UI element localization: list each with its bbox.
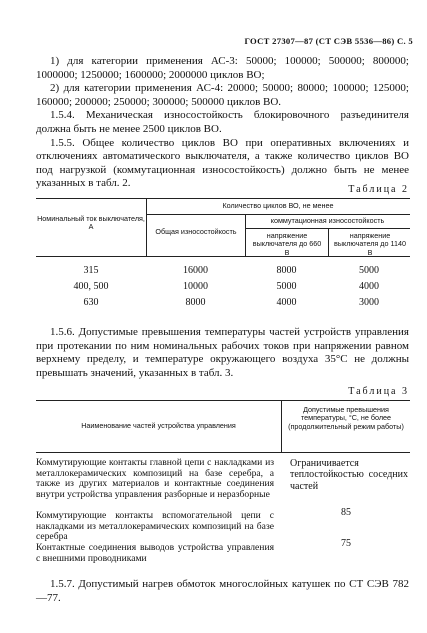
table2-row3-total: 8000 <box>185 297 206 308</box>
table3-row3-value: 75 <box>341 538 351 549</box>
table2-caption: Таблица 2 <box>348 184 409 195</box>
table2-row3-1140: 3000 <box>359 297 379 308</box>
table2-row2-660: 5000 <box>276 281 297 292</box>
intro-text <box>36 55 409 191</box>
table3-header-rule <box>36 452 410 453</box>
table2-divider-3 <box>328 228 329 256</box>
mid-text <box>36 326 409 380</box>
page-header: ГОСТ 27307—87 (СТ СЭВ 5536—86) С. 5 <box>244 36 413 46</box>
table2-col-1140: напряжение выключателя до 1140 В <box>334 231 406 257</box>
table2-col-current: Номинальный ток выключателя, А <box>37 214 145 232</box>
table3-col-value: Допустимые превышения температуры, °С, не более (продолжительный режим работы) <box>288 405 404 431</box>
table2-row3-current: 630 <box>83 297 99 308</box>
table2-row1-1140: 5000 <box>359 265 379 276</box>
paragraph-1-5-6: 1.5.6. Допустимые превышения температуры частей устройств управления при протекании по ним номинальных рабочих токов при напряжении равном верхнему пределу, и температуре окружающего воздуха 35°С не должны превышать значений, указанных в табл. 3. <box>36 326 409 379</box>
paragraph-ac4: 2) для категории применения АС-4: 20000; 50000; 80000; 100000; 125000; 160000; 200000; 250000; 300000; 500000 циклов ВО. <box>36 82 409 108</box>
table2-group-rule <box>146 214 410 215</box>
table2-row1-total: 16000 <box>183 265 208 276</box>
table2-col-comm: коммутационная износостойкость <box>270 216 385 225</box>
table2-col-total: Общая износостойкость <box>155 227 237 236</box>
table2-row3-660: 4000 <box>276 297 297 308</box>
table2-row2-current: 400, 500 <box>73 281 109 292</box>
table2-row1-current: 315 <box>83 265 99 276</box>
table2-top-rule <box>36 198 410 199</box>
paragraph-1-5-5: 1.5.5. Общее количество циклов ВО при оперативных включениях и отключениях автоматического выключателя, а также количество циклов ВО под нагрузкой (коммутационная износостойкость) должно быть не менее указанных в табл. 2. <box>36 136 409 190</box>
table3-row2-name: Коммутирующие контакты вспомогательной цепи с накладками из металлокерамических композиций на базе серебра <box>36 510 274 543</box>
table3-row2-value: 85 <box>341 507 351 518</box>
table3-row1-value: Ограничивается теплостойкостью соседних частей <box>290 458 408 492</box>
table2-row2-1140: 4000 <box>359 281 379 292</box>
table3-row1-name: Коммутирующие контакты главной цепи с накладками из металлокерамических композиций на базе серебра, а также из других материалов и контактные соединения внутри устройства управления разборные и неразборные <box>36 457 274 500</box>
paragraph-1-5-7: 1.5.7. Допустимый нагрев обмоток многослойных катушек по СТ СЭВ 782—77. <box>36 578 409 604</box>
table3-top-rule <box>36 400 410 401</box>
table2-col-660: напряжение выключателя до 660 В <box>252 231 322 257</box>
table3-row3-name: Контактные соединения выводов устройства управления с внешними проводниками <box>36 542 274 564</box>
final-text <box>36 578 409 605</box>
table3-divider <box>281 400 282 452</box>
table3-col-name: Наименование частей устройства управления <box>81 421 236 430</box>
paragraph-ac3: 1) для категории применения АС-3: 50000; 100000; 500000; 800000; 1000000; 1250000; 1600000; 2000000 циклов ВО; <box>36 55 409 81</box>
table2-col-group: Количество циклов ВО, не менее <box>222 201 334 210</box>
paragraph-1-5-4: 1.5.4. Механическая износостойкость блокировочного разъединителя должна быть не менее 2500 циклов ВО. <box>36 109 409 135</box>
table3-caption: Таблица 3 <box>348 386 409 397</box>
table2-row2-total: 10000 <box>183 281 208 292</box>
table2-row1-660: 8000 <box>276 265 297 276</box>
